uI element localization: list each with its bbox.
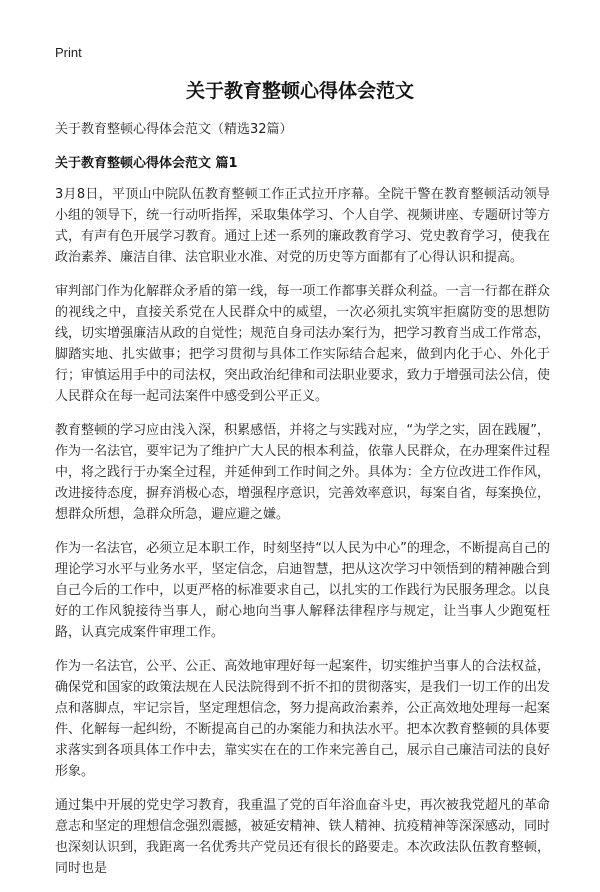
paragraph-1: 3月8日，平顶山中院队伍教育整顿工作正式拉开序幕。全院干警在教育整顿活动领导小组的领导下，统一行动听指挥，采取集体学习、个人自学、视频讲座、专题研讨等方式，有声有色开展学习教育。通过上述一系列的廉政教育学习、党史教育学习，使我在政治素养、廉洁自律、法官职业水准、对党的历史等方面都有了心得认识和提高。 [55, 187, 550, 265]
paragraph-4: 作为一名法官，必须立足本职工作，时刻坚持“以人民为中心”的理念，不断提高自己的理论学习水平与业务水平，坚定信念，启迪智慧，把从这次学习中领悟到的精神融合到自己今后的工作中，以更严格的标准要求自己，以扎实的工作践行为民服务理念。以良好的工作风貌接待当事人，耐心地向当事人解释法律程序与规定，让当事人少跑冤枉路，认真完成案件审理工作。 [55, 541, 550, 640]
paragraph-6: 通过集中开展的党史学习教育，我重温了党的百年浴血奋斗史，再次被我党超凡的革命意志和坚定的理想信念强烈震撼，被延安精神、铁人精神、抗疫精神等深深感动，同时也深刻认识到，我距离一名优秀共产党员还有很长的路要走。本次政法队伍教育整顿，同时也是 [55, 798, 550, 876]
section-heading: 关于教育整顿心得体会范文 篇1 [55, 156, 238, 171]
document-body [55, 120, 550, 892]
document-subtitle: 关于教育整顿心得体会范文（精选32篇） [55, 122, 293, 137]
paragraph-5: 作为一名法官，公平、公正、高效地审理好每一起案件，切实维护当事人的合法权益，确保党和国家的政策法规在人民法院得到不折不扣的贯彻落实，是我们一切工作的出发点和落脚点，牢记宗旨，坚定理想信念，努力提高政治素养，公正高效地处理每一起案件、化解每一起纠纷，不断提高自己的办案能力和执法水平。把本次教育整顿的具体要求落实到各项具体工作中去，靠实实在在的工作来完善自己，展示自己廉洁司法的良好形象。 [55, 659, 550, 779]
paragraph-2: 审判部门作为化解群众矛盾的第一线，每一项工作都事关群众利益。一言一行都在群众的视线之中，直接关系党在人民群众中的威望，一次必须扎实筑牢拒腐防变的思想防线，切实增强廉洁从政的自觉性；规范自身司法办案行为，把学习教育当成工作常态，脚踏实地、扎实做事；把学习贯彻与具体工作实际结合起来，做到内化于心、外化于行；审慎运用手中的司法权，突出政治纪律和司法职业要求，致力于增强司法公信，使人民群众在每一起司法案件中感受到公平正义。 [55, 284, 550, 404]
page-title: 关于教育整顿心得体会范文 [185, 80, 414, 102]
print-link[interactable]: Print [55, 45, 82, 60]
paragraph-3: 教育整顿的学习应由浅入深，积累感悟，并将之与实践对应，“为学之实，固在践履”，作为一名法官，要牢记为了维护广大人民的根本利益，依靠人民群众，在办理案件过程中，将之践行于办案全过程，并延伸到工作时间之外。具体为：全方位改进工作作风，改进接待态度，摒弃消极心态，增强程序意识，完善效率意识，每案自省，每案换位，想群众所想，急群众所急，避应避之嫌。 [55, 423, 550, 522]
